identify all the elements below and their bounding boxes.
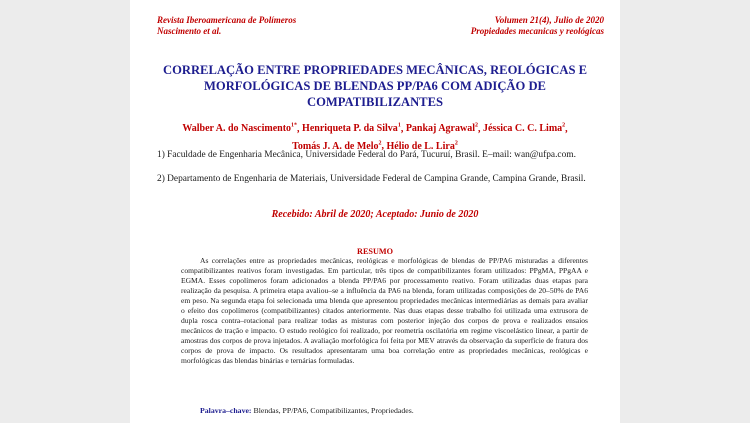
keywords-text: Blendas, PP/PA6, Compatibilizantes, Propriedades.: [253, 406, 414, 415]
received-dates: Recebido: Abril de 2020; Aceptado: Junio de 2020: [271, 209, 479, 220]
affiliation-1: 1) Faculdade de Engenharia Mecânica, Universidade Federal do Pará, Tucuruí, Brasil. E–mail: wan@ufpa.com.: [157, 150, 576, 160]
author: Jéssica C. C. Lima$^2$: [482, 123, 566, 135]
subject-area: Propiedades mecanicas y reológicas: [470, 26, 604, 36]
volume-info: Volumen 21(4), Julio de 2020: [494, 15, 604, 25]
author-list: Walber A. do Nascimento$^{1*}$, Henriqueta P. da Silva$^1$, Pankaj Agrawal$^2$, Jéssica C. C. Lima$^2$, Tomás J. A. de Melo$^2$, Hélio de L. Lira$^2$: [182, 123, 568, 152]
affiliation-2: 2) Departamento de Engenharia de Materiais, Universidade Federal de Campina Grande, Campina Grande, Brasil.: [157, 174, 586, 184]
running-header-right: [471, 15, 604, 37]
paper-title: CORRELAÇÃO ENTRE PROPRIEDADES MECÂNICAS, REOLÓGICAS E MORFOLÓGICAS DE BLENDAS PP/PA6 COM ADIÇÃO DE COMPATIBILIZANTES: [162, 63, 588, 109]
paper-page: [130, 0, 620, 423]
keywords: [200, 406, 590, 416]
author: Henriqueta P. da Silva$^1$: [302, 123, 401, 135]
journal-name: Revista Iberoamericana de Polímeros: [157, 15, 297, 25]
abstract-text: As correlações entre as propriedades mecânicas, reológicas e morfológicas de blendas de PP/PA6 misturadas a diferentes compatibilizantes reativos foram investigadas. Em particular, três tipos de compatibilizantes foram utilizados: PPgMA, PPgAA e EGMA. Esses copolímeros foram adicionados a blenda PP/PA6 por processamento reativo. Foram utilizadas duas etapas para realização da pesquisa. A primeira etapa avaliou–se a influência da PA6 na blenda, foram utilizadas composições de 20–50% de PA6 em peso. Na segunda etapa foi selecionada uma blenda que apresentou propriedades mecânicas intermediárias as demais para avaliar o efeito dos copolímeros (compatibilizantes) citados anteriormente. Nas duas etapas desse trabalho foi utilizada uma extrusora de dupla rosca contra–rotacional para realizar todas as misturas com posterior injeção dos corpos de prova e realizados ensaios mecânicos de tração e impacto. O estudo reológico foi realizado, por reometria oscilatória em regime viscoelástico linear, a partir de amostras dos corpos de prova injetados. A avaliação morfológica foi feita por MEV através da observação da superfície de fratura dos corpos de prova de impacto. Os resultados apresentaram uma boa correlação entre as propriedades mecânicas, reológicas e morfológicas das blendas binárias e ternárias formuladas.: [181, 256, 588, 366]
keywords-label: Palavra–chave:: [200, 406, 252, 415]
author: Walber A. do Nascimento$^{1*}$: [182, 123, 298, 135]
author: Tomás J. A. de Melo$^2$: [292, 140, 382, 152]
author: Hélio de L. Lira$^2$: [386, 140, 458, 152]
author: Pankaj Agrawal$^2$: [405, 123, 478, 135]
abstract-heading: RESUMO: [357, 247, 393, 256]
author-short: Nascimento et al.: [157, 26, 222, 36]
running-header-left: [157, 15, 296, 37]
